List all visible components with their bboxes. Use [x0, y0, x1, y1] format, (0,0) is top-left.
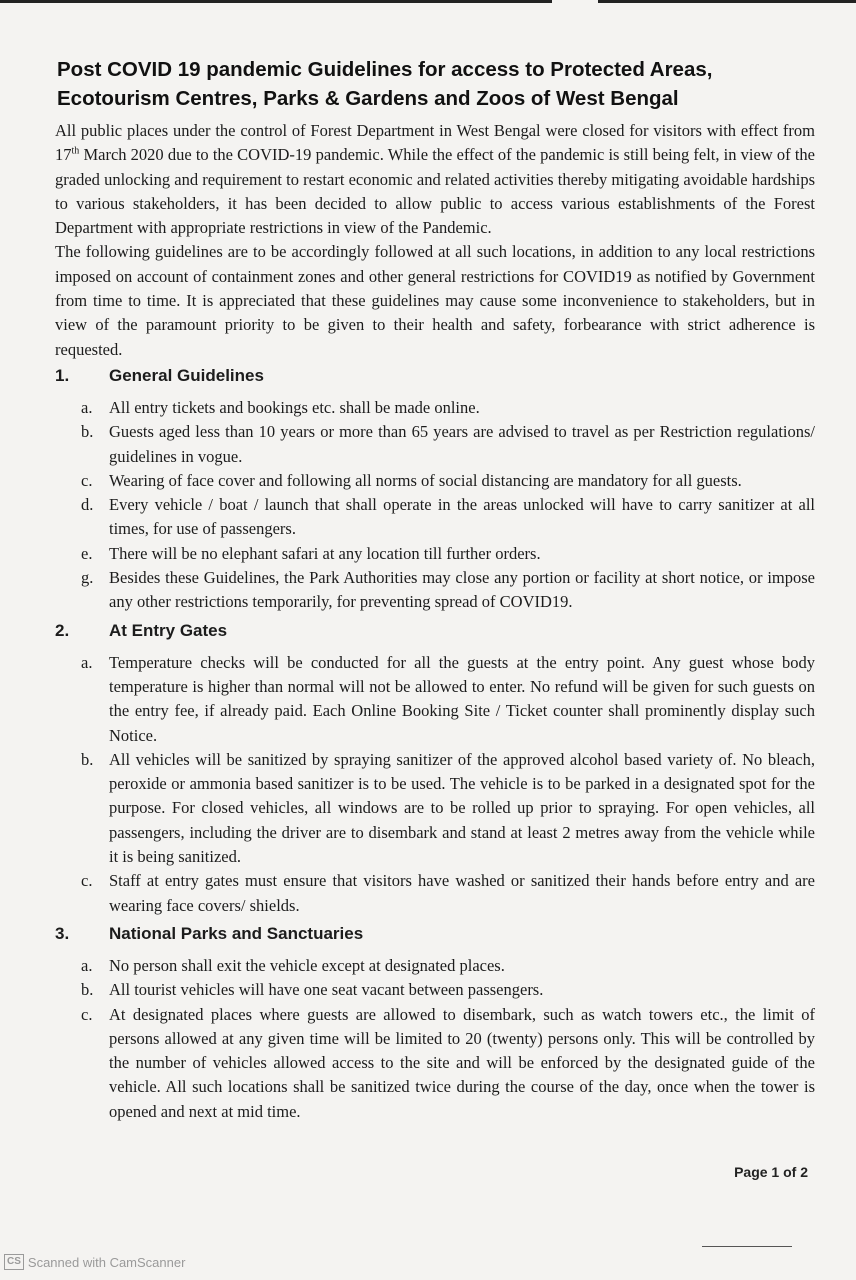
item-letter: b. [81, 422, 94, 442]
section-heading [55, 922, 815, 946]
item-letter: c. [81, 871, 93, 891]
item-text: All entry tickets and bookings etc. shall be made online. [109, 397, 480, 417]
item-text: All vehicles will be sanitized by spraying sanitizer of the approved alcohol based variety of. No bleach, peroxide or ammonia based sanitizer is to be used. The vehicle is to be parked in a designated spot for the purpose. For closed vehicles, all windows are to be rolled up prior to spraying. For open vehicles, all passengers, including the driver are to disembark and stand at least 2 metres away from the vehicle while it is being sanitized. [109, 749, 815, 867]
item-text: At designated places where guests are allowed to disembark, such as watch towers etc., the limit of persons allowed at any given time will be limited to 20 (twenty) persons only. This will be controlled by the number of vehicles allowed access to the site and will be enforced by the designated guide of the vehicle. All such locations shall be sanitized twice during the course of the day, once when the tower is opened and next at mid time. [109, 1004, 815, 1121]
section-heading [55, 619, 815, 643]
list-item [55, 954, 815, 978]
intro-text-a: All public places under the control of Forest Department in West Bengal were closed for visitors with effect from 17 [55, 121, 815, 165]
scanner-text: Scanned with CamScanner [27, 1254, 186, 1270]
item-text: Temperature checks will be conducted for all the guests at the entry point. Any guest whose body temperature is higher than normal will not be allowed to enter. No refund will be given for such guests on the entry fee, if already paid. Each Online Booking Site / Ticket counter shall prominently display such Notice. [109, 652, 815, 745]
section-number: 3. [55, 923, 70, 943]
document-title [57, 55, 815, 113]
item-letter: b. [81, 749, 94, 769]
item-letter: c. [81, 470, 93, 490]
section-heading [55, 364, 815, 388]
title-line-1: Post COVID 19 pandemic Guidelines for access to Protected Areas, [57, 58, 713, 81]
item-letter: c. [81, 1004, 93, 1024]
section-title: At Entry Gates [109, 620, 228, 640]
guideline-sections [55, 364, 815, 1124]
intro-text-b: March 2020 due to the COVID-19 pandemic. While the effect of the pandemic is still being felt, in view of the graded unlocking and requirement to restart economic and related activities thereby mitigating avoidable hardships to various stakeholders, it has been decided to allow public to access various establishments of the Forest Department with appropriate restrictions in view of the Pandemic. [55, 145, 815, 238]
section-item-list [55, 651, 815, 918]
item-letter: b. [81, 980, 94, 1000]
title-line-2: Ecotourism Centres, Parks & Gardens and Zoos of West Bengal [57, 87, 679, 110]
item-text: Besides these Guidelines, the Park Authorities may close any portion or facility at short notice, or impose any other restrictions temporarily, for preventing spread of COVID19. [109, 568, 815, 612]
item-text: Wearing of face cover and following all norms of social distancing are mandatory for all guests. [109, 470, 742, 490]
list-item [55, 469, 815, 493]
section-number: 1. [55, 365, 70, 385]
section-number: 2. [55, 620, 70, 640]
list-item [55, 978, 815, 1002]
list-item [55, 869, 815, 918]
item-text: No person shall exit the vehicle except at designated places. [109, 955, 505, 975]
item-letter: e. [81, 543, 93, 563]
list-item [55, 420, 815, 469]
page-number: Page 1 of 2 [734, 1164, 808, 1180]
list-item [55, 1003, 815, 1124]
item-text: All tourist vehicles will have one seat vacant between passengers. [109, 980, 544, 1000]
item-text: There will be no elephant safari at any location till further orders. [109, 543, 541, 563]
section-item-list [55, 954, 815, 1124]
intro-paragraph-2: The following guidelines are to be accordingly followed at all such locations, in addition to any local restrictions imposed on account of containment zones and other general restrictions for COVID19 as notified by Government from time to time. It is appreciated that these guidelines may cause some inconvenience to stakeholders, but in view of the paramount priority to be given to their health and safety, forbearance with strict adherence is requested. [55, 242, 815, 359]
top-edge-line [0, 0, 552, 3]
item-letter: g. [81, 568, 94, 588]
section-title: General Guidelines [109, 365, 264, 385]
item-text: Guests aged less than 10 years or more than 65 years are advised to travel as per Restriction regulations/ guidelines in vogue. [109, 422, 815, 466]
item-text: Staff at entry gates must ensure that visitors have washed or sanitized their hands before entry and are wearing face covers/ shields. [109, 871, 815, 915]
item-letter: a. [81, 955, 93, 975]
item-text: Every vehicle / boat / launch that shall operate in the areas unlocked will have to carry sanitizer at all times, for use of passengers. [109, 495, 815, 539]
scanner-watermark [4, 1254, 185, 1270]
list-item [55, 493, 815, 542]
item-letter: a. [81, 397, 93, 417]
document-page [55, 55, 815, 1128]
footer-rule [702, 1246, 792, 1247]
section-item-list [55, 396, 815, 615]
top-edge-line [598, 0, 856, 3]
list-item [55, 566, 815, 615]
list-item [55, 748, 815, 869]
item-letter: d. [81, 495, 94, 515]
section-title: National Parks and Sanctuaries [109, 923, 364, 943]
item-letter: a. [81, 652, 93, 672]
list-item [55, 651, 815, 748]
camscanner-logo-icon: CS [4, 1254, 24, 1270]
list-item [55, 542, 815, 566]
ordinal-suffix: th [71, 145, 80, 157]
list-item [55, 396, 815, 420]
intro-paragraph-1 [55, 119, 815, 240]
